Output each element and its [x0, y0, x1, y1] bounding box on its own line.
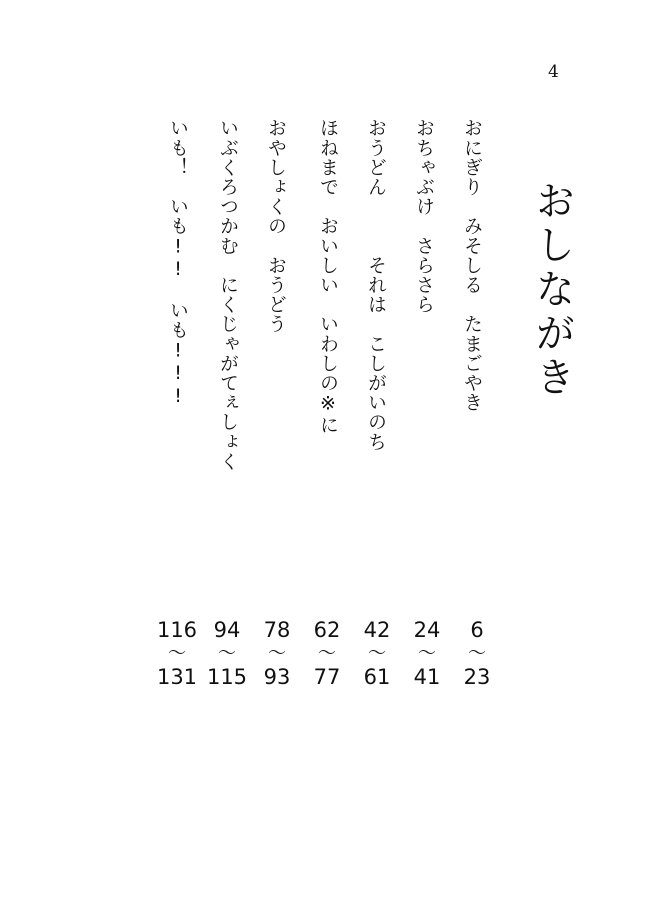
page-range-tilde: ～: [418, 643, 436, 664]
page-range-end: 93: [263, 665, 291, 689]
page-range-start: 78: [263, 618, 291, 642]
page-range-end: 41: [413, 665, 441, 689]
menu-entry-text: おちゃぶけ さらさら: [413, 118, 435, 314]
page-range: [352, 620, 402, 688]
menu-entry-text: いぶくろつかむ にくじゃがてぇしょく: [217, 118, 239, 471]
page-range-start: 94: [213, 618, 241, 642]
page-range-tilde: ～: [268, 643, 286, 664]
page-range-start: 62: [313, 618, 341, 642]
page-range-start: 116: [156, 618, 198, 642]
menu-entry-text: いも！ いも!! いも!!!: [167, 118, 189, 408]
page-range: [252, 620, 302, 688]
page-range-end: 77: [313, 665, 341, 689]
menu-entry-text: ほねまで おいしい いわしの※に: [317, 118, 339, 435]
page-range-tilde: ～: [218, 643, 236, 664]
menu-entry-text: おにぎり みそしる たまごやき: [461, 118, 483, 412]
page-number: 4: [548, 62, 559, 82]
page-range: [402, 620, 452, 688]
page-range: [152, 620, 202, 688]
page-range-start: 42: [363, 618, 391, 642]
page-range-start: 6: [470, 618, 484, 642]
page-range-tilde: ～: [368, 643, 386, 664]
page-range-end: 131: [156, 665, 198, 689]
menu-entry-text: おやしょくの おうどう: [265, 118, 287, 334]
page-range-start: 24: [413, 618, 441, 642]
page-range: [202, 620, 252, 688]
page-range-end: 115: [206, 665, 248, 689]
page-range-end: 61: [363, 665, 391, 689]
menu-entry-text: おうどん それは こしがいのち: [365, 118, 387, 452]
page-range: [302, 620, 352, 688]
page-range-tilde: ～: [468, 643, 486, 664]
page-range-tilde: ～: [318, 643, 336, 664]
page-range: [452, 620, 502, 688]
page-range-tilde: ～: [168, 643, 186, 664]
page-title: おしながき: [529, 180, 575, 400]
page-range-end: 23: [463, 665, 491, 689]
